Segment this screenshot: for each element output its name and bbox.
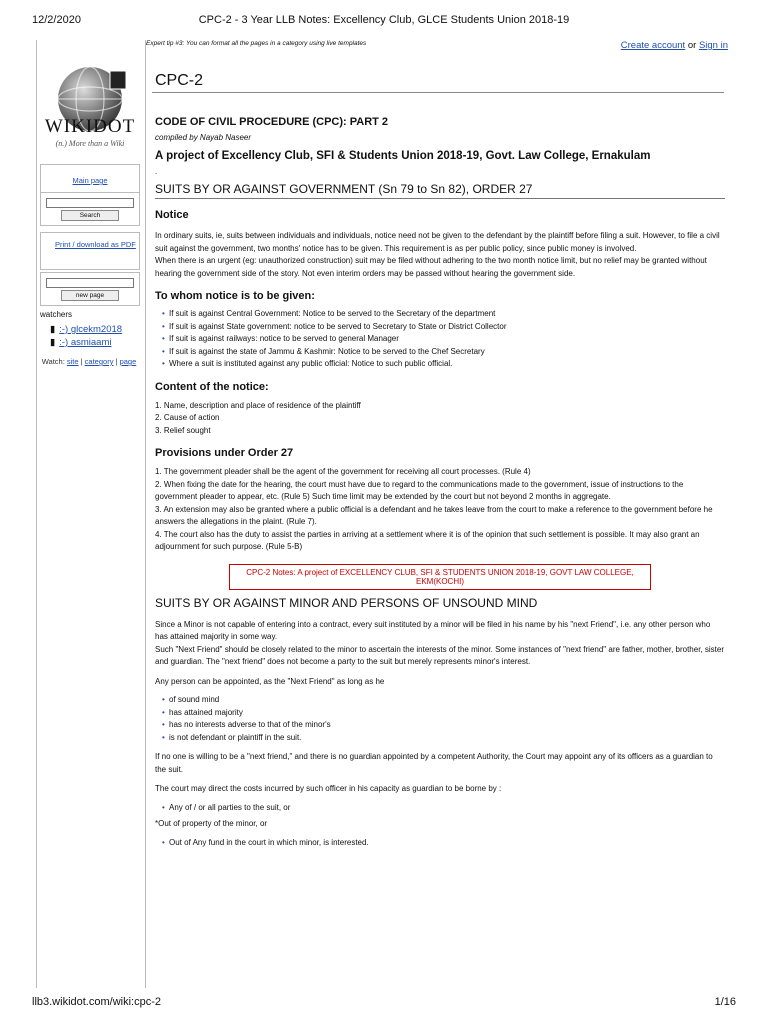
print-page-number: 1/16 (714, 996, 736, 1008)
list-item: • If suit is against State government: notice to be served to Secretary to State or District Collector (169, 321, 725, 334)
whom-list (155, 308, 725, 371)
watch-prefix: Watch: (41, 357, 65, 366)
print-title: CPC-2 - 3 Year LLB Notes: Excellency Club, GLCE Students Union 2018-19 (198, 14, 570, 26)
title-divider (152, 92, 724, 93)
expert-tip: Expert tip #3: You can format all the pages in a category using live templates (146, 40, 367, 47)
next-friend-list (155, 694, 725, 744)
list-item: • Where a suit is instituted against any public official: Notice to such public official. (169, 358, 725, 371)
print-url: llb3.wikidot.com/wiki:cpc-2 (32, 996, 161, 1008)
search-button[interactable]: Search (61, 210, 119, 221)
list-item: • of sound mind (169, 694, 725, 707)
dot: . (155, 167, 158, 176)
content-list: 1. Name, description and place of residence of the plaintiff 2. Cause of action 3. Relief sought (155, 400, 361, 435)
list-item: • If suit is against railways: notice to be served to general Manager (169, 333, 725, 346)
costs-property: *Out of property of the minor, or (155, 819, 268, 828)
notice-heading: Notice (155, 209, 189, 221)
costs-list-2 (155, 837, 725, 850)
list-item: • If suit is against Central Government: Notice to be served to the Secretary of the department (169, 308, 725, 321)
print-date: 12/2/2020 (32, 14, 81, 26)
new-page-button[interactable]: new page (61, 290, 119, 301)
watcher-icon: ▮ (50, 324, 56, 335)
content-heading: Content of the notice: (155, 380, 269, 393)
watch-page-link[interactable]: page (119, 357, 137, 366)
document-heading: CODE OF CIVIL PROCEDURE (CPC): PART 2 (155, 116, 389, 128)
list-item: • If suit is against the state of Jammu & Kashmir: Notice to be served to the Chef Secretary (169, 346, 725, 359)
section-heading-government: SUITS BY OR AGAINST GOVERNMENT (Sn 79 to Sn 82), ORDER 27 (155, 182, 725, 199)
print-footer (32, 996, 736, 1010)
project-line: A project of Excellency Club, SFI & Students Union 2018-19, Govt. Law College, Ernakulam (155, 150, 651, 162)
list-item: • Out of Any fund in the court in which minor, is interested. (169, 837, 725, 850)
print-box (40, 232, 140, 270)
watch-site-link[interactable]: site (66, 357, 79, 366)
create-account-link[interactable]: Create account (620, 40, 686, 51)
search-input[interactable] (46, 198, 134, 208)
watch-links: Watch: site | category | page (41, 357, 137, 366)
guardian-paragraph: If no one is willing to be a "next friend," and there is no guardian appointed by a competent Authority, the Court may appoint any of its officers as a guardian to the suit. (155, 752, 713, 774)
account-or: or (687, 40, 697, 51)
watch-category-link[interactable]: category (84, 357, 114, 366)
notice-paragraph: In ordinary suits, ie, suits between individuals and individuals, notice need not be given to the defendant by the plaintiff before filing a suit. However, to file a civil suit against the government, two months' notice has to be given. This requirement is as per public policy, since public money is involved. When there is an urgent (eg: unauthorized construction) suit may be filed without adhering to the two month notice limit, but no relief may be granted without hearing the government side of the story. Not even interim orders may be passed without hearing the government side. (155, 231, 720, 278)
new-page-input[interactable] (46, 278, 134, 288)
provisions-heading: Provisions under Order 27 (155, 447, 294, 459)
main-page-link[interactable]: Main page (72, 176, 108, 185)
list-item: • Any of / or all parties to the suit, or (169, 802, 725, 815)
main-page-box (40, 164, 140, 193)
watchers-label: watchers (40, 310, 73, 319)
compiled-by: compiled by Nayab Naseer (155, 133, 252, 142)
section-heading-minor: SUITS BY OR AGAINST MINOR AND PERSONS OF UNSOUND MIND (155, 595, 538, 610)
watcher-name[interactable]: :-) asmiaami (59, 337, 112, 348)
list-item: • is not defendant or plaintiff in the suit. (169, 732, 725, 745)
costs-paragraph: The court may direct the costs incurred by such officer in his capacity as guardian to be borne by : (155, 784, 502, 793)
search-box (40, 192, 140, 226)
list-item: • has attained majority (169, 707, 725, 720)
print-header (32, 14, 736, 28)
watcher-name[interactable]: :-) glcekm2018 (59, 324, 123, 335)
provisions-list: 1. The government pleader shall be the agent of the government for receiving all court processes. (Rule 4) 2. When fixing the date for the hearing, the court must have due to regard to the communications made to the government, issue of instructions to the government pleader to appear, etc. (Rule 5) Such time limit may be extended by the court but not beyond 2 months in aggregate. 3. An extension may also be granted where a public official is a defendant and he takes leave from the court to make a reference to the government before he answers the allegations in the plaint. (Rule 7). 4. The court also has the duty to assist the parties in arriving at a settlement where it is of the opinion that such settlement is possible. It may also grant an adjournment for such purpose. (Rule 5-B) (155, 467, 713, 551)
print-download-link[interactable]: Print / download as PDF (55, 240, 136, 249)
watcher-icon: ▮ (50, 337, 56, 348)
list-item: • has no interests adverse to that of the minor's (169, 719, 725, 732)
watcher-row[interactable] (50, 337, 112, 348)
minor-intro: Any person can be appointed, as the "Next Friend" as long as he (155, 676, 385, 686)
costs-list (155, 802, 725, 815)
whom-heading: To whom notice is to be given: (155, 290, 315, 302)
watcher-row[interactable] (50, 324, 122, 335)
page-content (155, 116, 725, 849)
notes-banner: CPC-2 Notes: A project of EXCELLENCY CLUB, SFI & STUDENTS UNION 2018-19, GOVT LAW COLLEGE, EKM(KOCHI) (229, 564, 651, 590)
account-links (621, 40, 728, 51)
logo-tagline: (n.) More than a Wiki (55, 139, 125, 148)
page-title: CPC-2 (155, 72, 204, 89)
sign-in-link[interactable]: Sign in (698, 40, 728, 51)
new-page-box (40, 272, 140, 306)
logo-wordmark: WIKIDOT (44, 116, 136, 137)
minor-paragraph: Since a Minor is not capable of entering into a contract, every suit instituted by a minor will be filed in his name by his "next Friend", i.e. any other person who has attained majority in some way. Such "Next Friend" should be closely related to the minor to ascertain the interests of the minor. Some instances of "next friend" are father, mother, brother, sister and guardian. The "next friend" does not become a party to the suit but merely represents minor's interest. (155, 619, 724, 666)
